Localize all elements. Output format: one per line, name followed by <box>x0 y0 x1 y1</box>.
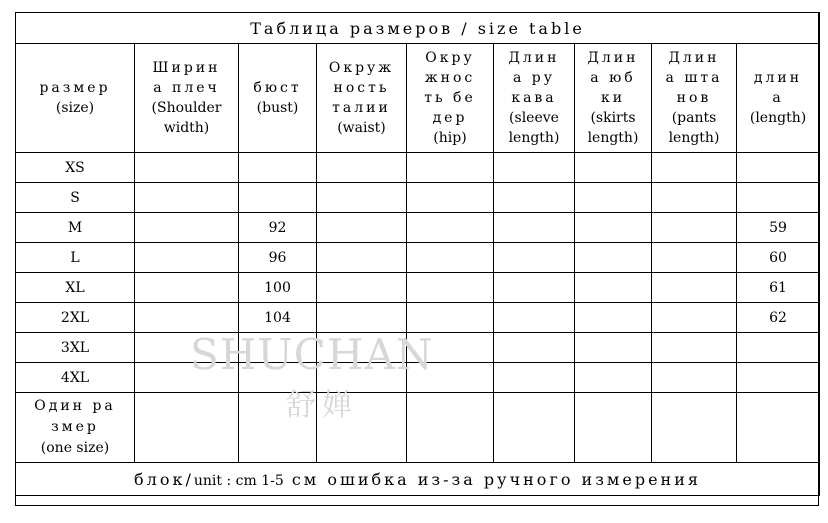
bust-cell <box>239 153 317 183</box>
skirts-cell <box>575 393 652 463</box>
header-hip <box>407 44 494 153</box>
skirts-cell <box>575 213 652 243</box>
skirts-cell <box>575 363 652 393</box>
header-sleeve <box>494 44 575 153</box>
table-footer <box>16 463 820 496</box>
size-cell: XL <box>16 273 135 303</box>
sleeve-cell <box>494 213 575 243</box>
header-shoulder <box>135 44 239 153</box>
size-cell: M <box>16 213 135 243</box>
shoulder-cell <box>135 333 239 363</box>
bust-cell: 104 <box>239 303 317 333</box>
bust-cell: 92 <box>239 213 317 243</box>
footer-unit: unit : cm 1-5 <box>193 472 284 489</box>
pants-cell <box>652 393 737 463</box>
hip-cell <box>407 183 494 213</box>
header-skirts-ru: Длин а юб ки <box>587 50 639 106</box>
header-size <box>16 44 135 153</box>
pants-cell <box>652 273 737 303</box>
shoulder-cell <box>135 213 239 243</box>
sleeve-cell <box>494 243 575 273</box>
skirts-cell <box>575 153 652 183</box>
skirts-cell <box>575 183 652 213</box>
footer-prefix: блок/ <box>134 469 194 489</box>
bust-cell <box>239 183 317 213</box>
hip-cell <box>407 303 494 333</box>
header-pants-en: (pants length) <box>668 110 720 146</box>
header-row <box>16 44 820 153</box>
header-pants <box>652 44 737 153</box>
pants-cell <box>652 213 737 243</box>
hip-cell <box>407 363 494 393</box>
footer-suffix: см ошибка из-за ручного измерения <box>283 469 701 489</box>
table-title: Таблица размеров / size table <box>16 13 820 44</box>
header-length <box>737 44 820 153</box>
length-cell <box>737 363 820 393</box>
shoulder-cell <box>135 393 239 463</box>
sleeve-cell <box>494 183 575 213</box>
pants-cell <box>652 363 737 393</box>
size-cell: L <box>16 243 135 273</box>
table-row <box>16 273 820 303</box>
shoulder-cell <box>135 243 239 273</box>
header-sleeve-en: (sleeve length) <box>508 110 560 146</box>
sleeve-cell <box>494 153 575 183</box>
table-row <box>16 183 820 213</box>
size-cell: 2XL <box>16 303 135 333</box>
hip-cell <box>407 243 494 273</box>
size-cell: 4XL <box>16 363 135 393</box>
table-row <box>16 333 820 363</box>
header-bust <box>239 44 317 153</box>
size-cell: 3XL <box>16 333 135 363</box>
header-shoulder-en: (Shoulder width) <box>151 100 222 136</box>
table-row <box>16 213 820 243</box>
header-bust-ru: бюст <box>253 80 302 96</box>
size-cell: S <box>16 183 135 213</box>
watermark-cjk: 舒婵 <box>286 388 358 423</box>
bust-cell: 96 <box>239 243 317 273</box>
header-hip-ru: Окру жнос ть бе дер <box>424 50 476 126</box>
waist-cell <box>317 273 407 303</box>
pants-cell <box>652 153 737 183</box>
table-row-one-size <box>16 393 820 463</box>
waist-cell <box>317 243 407 273</box>
one-size-ru: Один ра змер <box>34 398 116 435</box>
header-hip-en: (hip) <box>433 130 467 146</box>
shoulder-cell <box>135 153 239 183</box>
header-skirts-en: (skirts length) <box>587 110 639 146</box>
header-length-ru: длин а <box>753 70 803 106</box>
table-row <box>16 153 820 183</box>
sleeve-cell <box>494 303 575 333</box>
sleeve-cell <box>494 393 575 463</box>
hip-cell <box>407 213 494 243</box>
size-cell: XS <box>16 153 135 183</box>
skirts-cell <box>575 243 652 273</box>
size-table <box>15 12 820 496</box>
length-cell <box>737 393 820 463</box>
header-shoulder-ru: Ширин а плеч <box>152 60 221 96</box>
length-cell: 61 <box>737 273 820 303</box>
pants-cell <box>652 243 737 273</box>
length-cell: 60 <box>737 243 820 273</box>
one-size-en: (one size) <box>40 440 110 456</box>
hip-cell <box>407 153 494 183</box>
shoulder-cell <box>135 273 239 303</box>
hip-cell <box>407 333 494 363</box>
pants-cell <box>652 333 737 363</box>
header-length-en: (length) <box>749 110 807 126</box>
bust-cell <box>239 333 317 363</box>
bust-cell <box>239 393 317 463</box>
one-size-cell <box>16 393 135 463</box>
skirts-cell <box>575 333 652 363</box>
header-skirts <box>575 44 652 153</box>
skirts-cell <box>575 303 652 333</box>
sleeve-cell <box>494 363 575 393</box>
hip-cell <box>407 393 494 463</box>
pants-cell <box>652 303 737 333</box>
table-row <box>16 363 820 393</box>
header-size-ru: размер <box>39 80 111 96</box>
shoulder-cell <box>135 183 239 213</box>
length-cell <box>737 153 820 183</box>
waist-cell <box>317 153 407 183</box>
length-cell <box>737 333 820 363</box>
shoulder-cell <box>135 303 239 333</box>
skirts-cell <box>575 273 652 303</box>
header-waist <box>317 44 407 153</box>
length-cell: 62 <box>737 303 820 333</box>
waist-cell <box>317 303 407 333</box>
waist-cell <box>317 213 407 243</box>
length-cell: 59 <box>737 213 820 243</box>
bust-cell: 100 <box>239 273 317 303</box>
waist-cell <box>317 363 407 393</box>
header-waist-en: (waist) <box>337 120 386 136</box>
waist-cell <box>317 333 407 363</box>
waist-cell <box>317 183 407 213</box>
hip-cell <box>407 273 494 303</box>
header-bust-en: (bust) <box>256 100 299 116</box>
table-row <box>16 303 820 333</box>
bust-cell <box>239 363 317 393</box>
sleeve-cell <box>494 333 575 363</box>
shoulder-cell <box>135 363 239 393</box>
sleeve-cell <box>494 273 575 303</box>
pants-cell <box>652 183 737 213</box>
table-row <box>16 243 820 273</box>
length-cell <box>737 183 820 213</box>
header-waist-ru: Окруж ность талии <box>328 60 395 116</box>
header-sleeve-ru: Длин а ру кава <box>508 50 560 106</box>
header-size-en: (size) <box>55 100 95 116</box>
header-pants-ru: Длин а шта нов <box>665 50 723 106</box>
watermark-latin: SHUCHAN <box>190 330 434 379</box>
waist-cell <box>317 393 407 463</box>
